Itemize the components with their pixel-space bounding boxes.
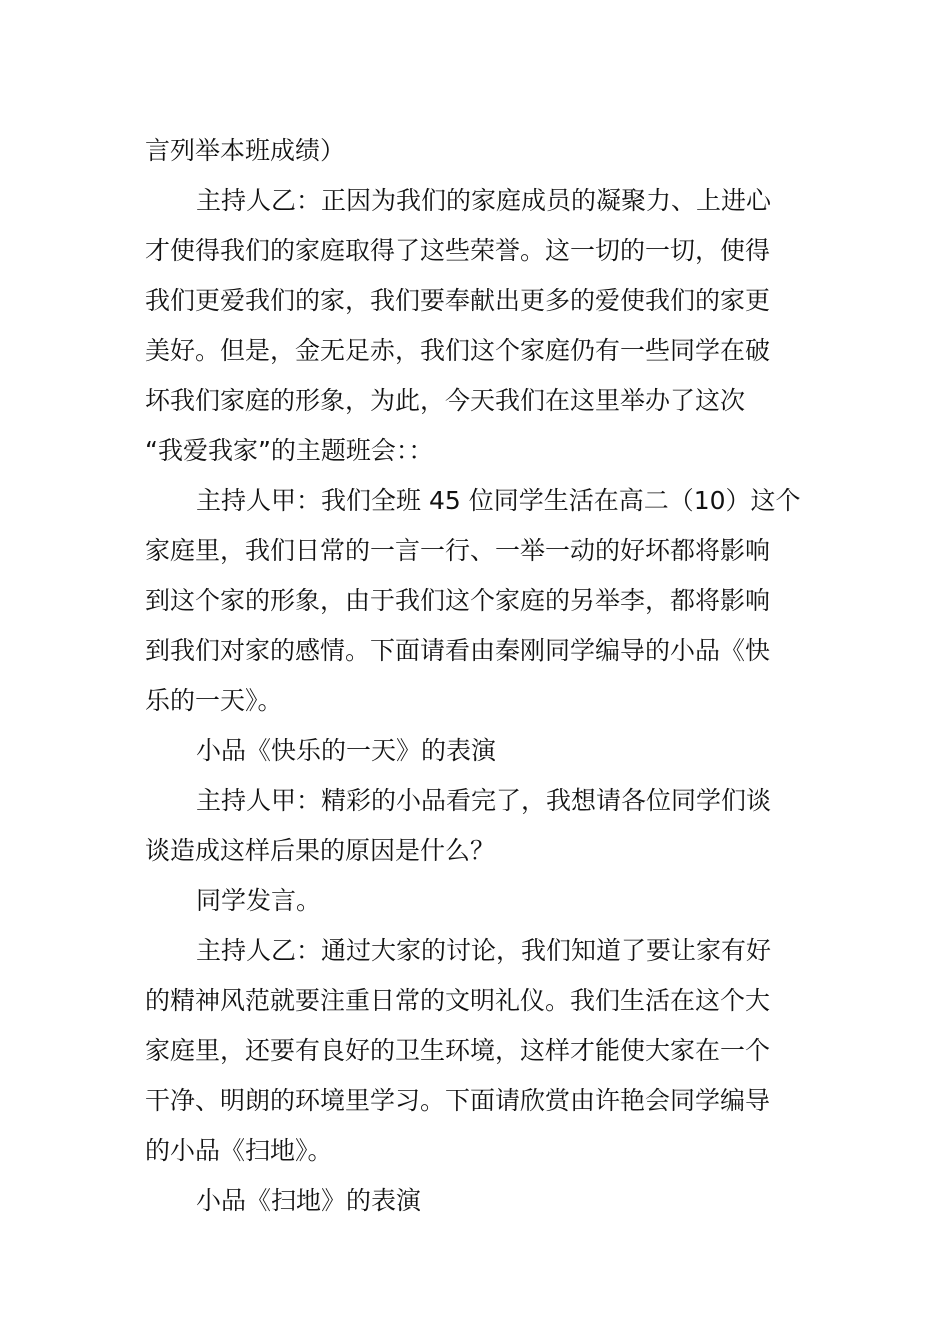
document-body [145,126,810,1226]
text-line-22: 小品《扫地》的表演 [196,1186,422,1215]
text-line-9: 家庭里，我们日常的一言一行、一举一动的好坏都将影响 [145,536,771,565]
text-line-16: 同学发言。 [196,886,322,915]
text-line-5: 美好。但是，金无足赤，我们这个家庭仍有一些同学在破 [145,336,771,365]
text-line-7: “我爱我家”的主题班会：： [145,436,434,465]
text-line-3: 才使得我们的家庭取得了这些荣誉。这一切的一切，使得 [145,236,771,265]
text-line-19: 家庭里，还要有良好的卫生环境，这样才能使大家在一个 [145,1036,771,1065]
text-line-2: 主持人乙：正因为我们的家庭成员的凝聚力、上进心 [196,186,772,215]
text-line-21: 的小品《扫地》。 [145,1136,333,1165]
text-line-18: 的精神风范就要注重日常的文明礼仪。我们生活在这个大 [145,986,771,1015]
text-line-15: 谈造成这样后果的原因是什么？ [145,836,496,865]
text-line-13: 小品《快乐的一天》的表演 [196,736,497,765]
text-line-6: 坏我们家庭的形象，为此，今天我们在这里举办了这次 [145,386,746,415]
text-line-1: 言列举本班成绩） [145,136,346,165]
text-line-11: 到我们对家的感情。下面请看由秦刚同学编导的小品《快 [145,636,771,665]
text-line-12: 乐的一天》。 [145,686,283,715]
text-line-20: 干净、明朗的环境里学习。下面请欣赏由许艳会同学编导 [145,1086,771,1115]
text-line-8: 主持人甲：我们全班 45 位同学生活在高二（10）这个 [196,486,801,515]
text-line-14: 主持人甲：精彩的小品看完了，我想请各位同学们谈 [196,786,772,815]
text-line-10: 到这个家的形象，由于我们这个家庭的另举李，都将影响 [145,586,771,615]
text-line-4: 我们更爱我们的家，我们要奉献出更多的爱使我们的家更 [145,286,771,315]
text-line-17: 主持人乙：通过大家的讨论，我们知道了要让家有好 [196,936,772,965]
